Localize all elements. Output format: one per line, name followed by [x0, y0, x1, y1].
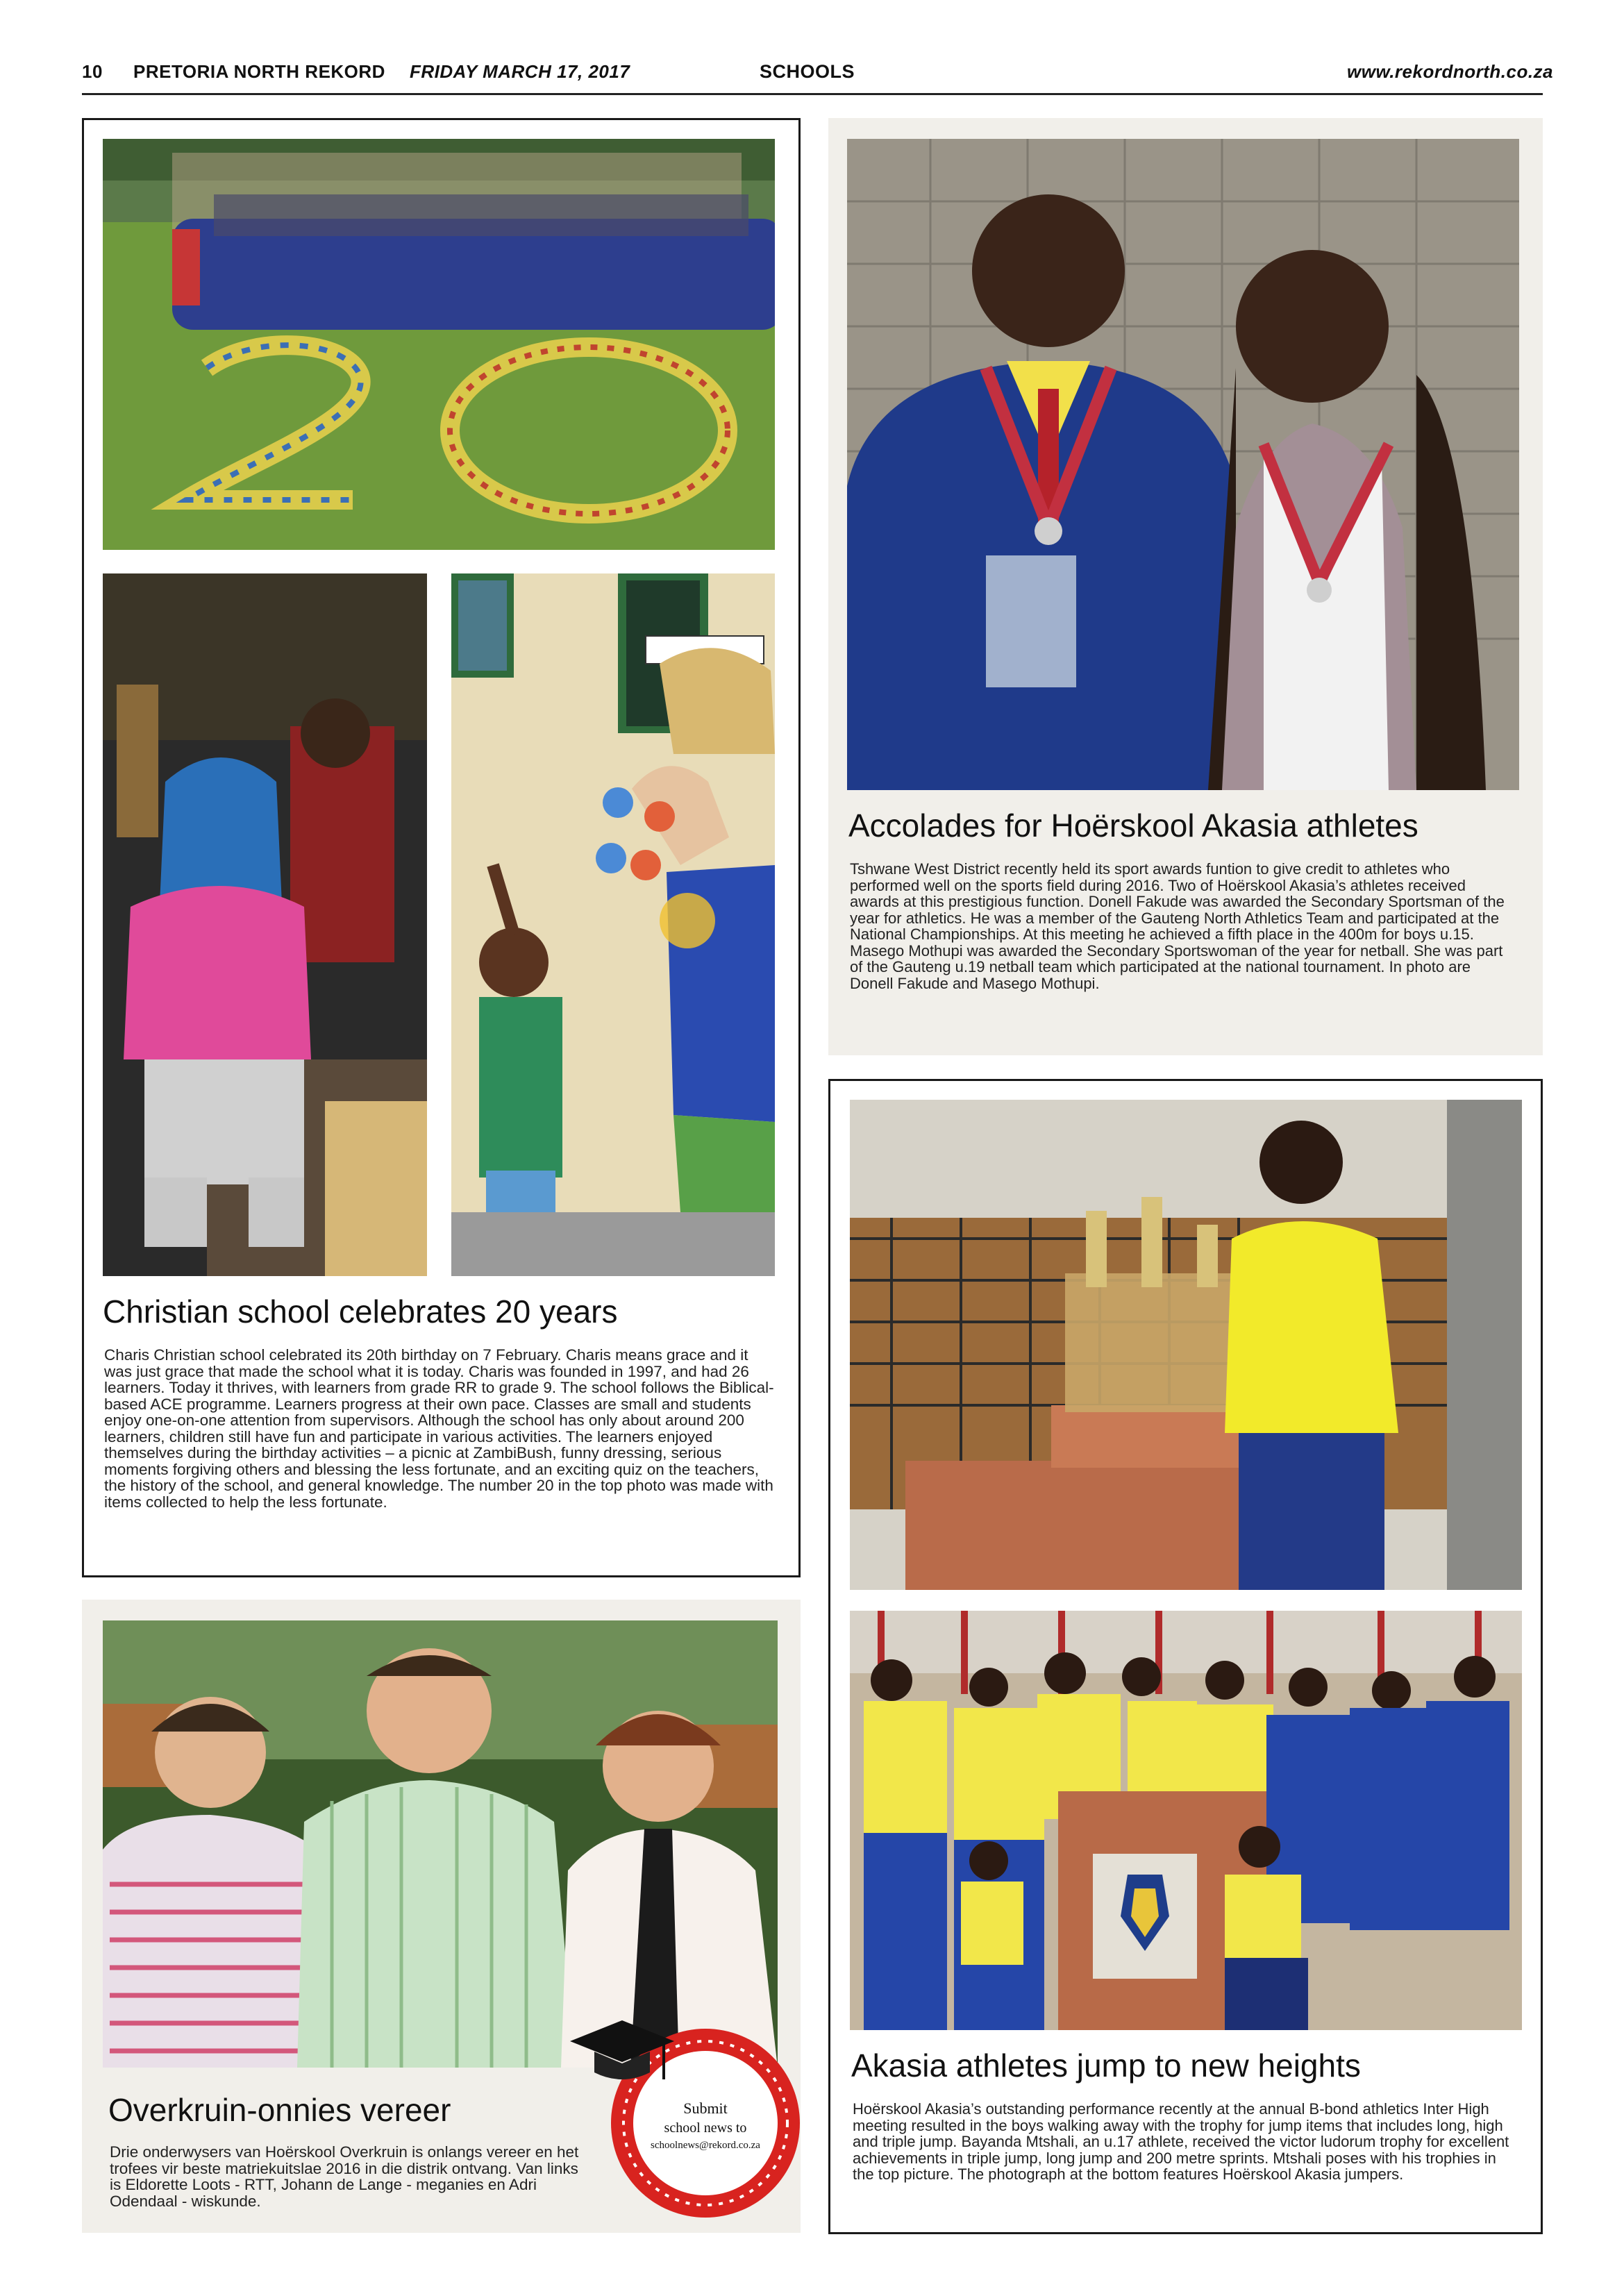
accolades-headline: Accolades for Hoërskool Akasia athletes	[848, 807, 1418, 844]
group-20-photo	[103, 139, 775, 550]
header-rule	[82, 93, 1543, 95]
jump-body: Hoërskool Akasia’s outstanding performance recently at the annual B-bond athletics Inter High meeting resulted in the boys walking away with the trophy for jump items that includes long, high and triple jump. Bayanda Mtshali, an u.17 athlete, received the victor ludorum trophy for excellent achievements in triple jump, long jump and 200 metre sprints. Mtshali poses with his trophies in the top picture. The photograph at the bottom features Hoërskool Akasia jumpers.	[853, 2100, 1509, 2183]
section-name: SCHOOLS	[760, 61, 855, 82]
handprint-wall-photo	[451, 573, 775, 1276]
christian-body: Charis Christian school celebrated its 20th birthday on 7 February. Charis means grace and it was just grace that made the school what it is today. Charis was founded in 1997, and had 26 learners. Today it thrives, with learners from grade RR to grade 9. The school follows the Biblical-based ACE programme. Learners progress at their own pace. Classes are small and students enjoy one-on-one attention from supervisors. Although the school has only about around 200 learners, children still have fun and participate in various activities. The learners enjoyed themselves during the birthday activities – a picnic at ZambiBush, funny dressing, serious moments forgiving others and blessing the less fortunate, and an exciting quiz on the teachers, the history of the school, and general knowledge. The number 20 in the top photo was made with items collected to help the less fortunate.	[104, 1346, 774, 1511]
badge-line-2: school news to	[664, 2120, 747, 2136]
graduation-cap-icon	[567, 2013, 678, 2090]
athletes-awards-photo	[847, 139, 1519, 790]
akasia-jumpers-photo	[850, 1611, 1522, 2030]
page-number: 10	[82, 61, 103, 82]
costume-learners-photo	[103, 573, 427, 1276]
christian-headline: Christian school celebrates 20 years	[103, 1293, 618, 1330]
website[interactable]: www.rekordnorth.co.za	[1347, 61, 1554, 82]
overkruin-body: Drie onderwysers van Hoërskool Overkruin is onlangs vereer en het trofees vir beste matriekuitslae 2016 in die distrik ontvang. Van links is Eldorette Loots - RTT, Johann de Lange - meganies en Adri Odendaal - wiskunde.	[110, 2143, 579, 2210]
badge-email[interactable]: schoolnews@rekord.co.za	[651, 2140, 760, 2151]
submit-news-badge[interactable]	[608, 2026, 803, 2220]
accolades-body: Tshwane West District recently held its sport awards funtion to give credit to athletes who performed well on the sports field during 2016. Two of Hoërskool Akasia’s athletes received awards at this prestigious function. Donell Fakude was awarded the Secondary Sportsman of the year for athletics. He was a member of the Gauteng North Athletics Team and participated at the National Championships. At this meeting he achieved a fifth place in the 400m for boys u.15. Masego Mothupi was awarded the Secondary Sportswoman of the year for netball. She was part of the Gauteng u.19 netball team which participated at the national tournament. In photo are Donell Fakude and Masego Mothupi.	[850, 860, 1505, 992]
overkruin-headline: Overkruin-onnies vereer	[108, 2092, 451, 2128]
overkruin-teachers-photo	[103, 1620, 778, 2068]
publication-date: FRIDAY MARCH 17, 2017	[410, 61, 630, 82]
publication-name: PRETORIA NORTH REKORD	[133, 61, 385, 82]
jump-headline: Akasia athletes jump to new heights	[851, 2047, 1361, 2084]
badge-line-1: Submit	[683, 2100, 728, 2117]
mtshali-trophies-photo	[850, 1100, 1522, 1590]
